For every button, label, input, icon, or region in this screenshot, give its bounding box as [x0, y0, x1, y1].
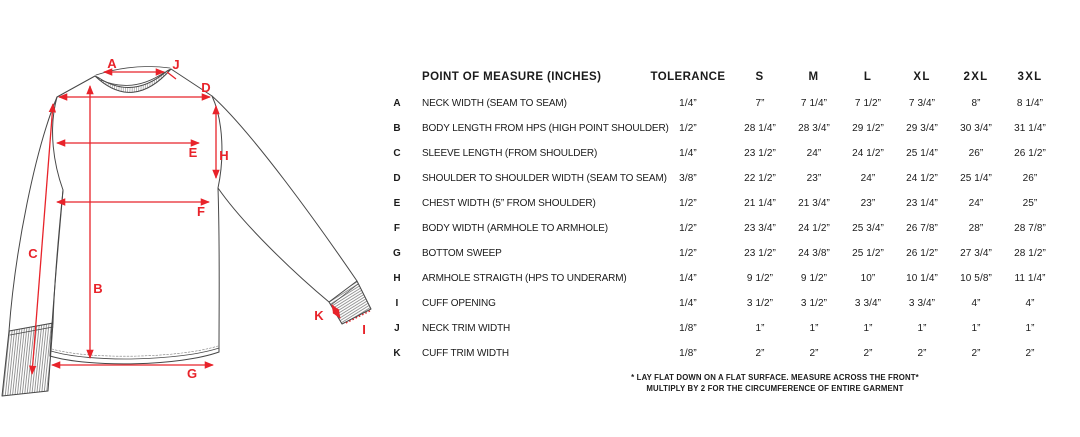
table-header-row — [386, 66, 1057, 88]
row-value-s: 23 1/2” — [744, 148, 776, 159]
row-letter: A — [393, 98, 401, 109]
row-value-2xl: 26” — [968, 148, 984, 159]
row-value-xl: 7 3/4” — [908, 98, 936, 109]
row-value-2xl: 25 1/4” — [960, 173, 992, 184]
row-value-2xl: 30 3/4” — [960, 123, 992, 134]
row-value-3xl: 8 1/4” — [1016, 98, 1044, 109]
row-value-3xl: 4” — [1025, 298, 1035, 309]
measure-label-a: A — [107, 56, 117, 71]
measurement-labels — [28, 56, 366, 381]
row-value-s: 1” — [755, 323, 765, 334]
row-value-3xl: 28 1/2” — [1014, 248, 1046, 259]
row-value-2xl: 4” — [971, 298, 981, 309]
row-value-m: 2” — [809, 348, 819, 359]
cuff-left — [2, 323, 53, 396]
footnote-line-2: MULTIPLY BY 2 FOR THE CIRCUMFERENCE OF ENTIRE GARMENT — [646, 384, 904, 393]
measurement-row — [386, 191, 1057, 216]
row-value-s: 9 1/2” — [746, 273, 774, 284]
row-value-3xl: 26” — [1022, 173, 1038, 184]
row-tolerance: 1/2” — [679, 248, 697, 259]
row-value-2xl: 2” — [971, 348, 981, 359]
row-value-xl: 3 3/4” — [908, 298, 936, 309]
header-tolerance: TOLERANCE — [650, 71, 726, 83]
measure-label-h: H — [219, 148, 229, 163]
row-value-xl: 10 1/4” — [906, 273, 938, 284]
row-value-2xl: 8” — [971, 98, 981, 109]
row-tolerance: 1/8” — [679, 323, 697, 334]
size-chart-table — [386, 66, 1057, 366]
row-letter: J — [394, 323, 400, 334]
body-left-edge — [50, 190, 63, 356]
garment-measurement-diagram — [0, 0, 390, 437]
measurement-row — [386, 341, 1057, 366]
row-measure-name: CUFF TRIM WIDTH — [422, 348, 509, 359]
row-measure-name: BOTTOM SWEEP — [422, 248, 502, 259]
row-value-s: 7” — [755, 98, 765, 109]
row-measure-name: SHOULDER TO SHOULDER WIDTH (SEAM TO SEAM) — [422, 173, 667, 184]
row-value-xl: 29 3/4” — [906, 123, 938, 134]
row-tolerance: 1/2” — [679, 198, 697, 209]
measurement-row — [386, 316, 1057, 341]
sleeve-right-lower — [218, 188, 329, 302]
row-value-l: 1” — [863, 323, 873, 334]
row-letter: H — [393, 273, 401, 284]
row-measure-name: CUFF OPENING — [422, 298, 496, 309]
row-measure-name: NECK WIDTH (SEAM TO SEAM) — [422, 98, 567, 109]
row-value-3xl: 2” — [1025, 348, 1035, 359]
row-value-xl: 1” — [917, 323, 927, 334]
row-tolerance: 1/2” — [679, 123, 697, 134]
sleeve-left-outer — [9, 97, 57, 331]
row-value-xl: 26 7/8” — [906, 223, 938, 234]
row-value-3xl: 31 1/4” — [1014, 123, 1046, 134]
measurement-row — [386, 291, 1057, 316]
row-value-xl: 2” — [917, 348, 927, 359]
row-value-xl: 25 1/4” — [906, 148, 938, 159]
row-value-2xl: 10 5/8” — [960, 273, 992, 284]
header-size-s: S — [755, 71, 765, 83]
row-value-2xl: 24” — [968, 198, 984, 209]
row-tolerance: 1/2” — [679, 223, 697, 234]
footnote-line-1: * LAY FLAT DOWN ON A FLAT SURFACE. MEASURE ACROSS THE FRONT* — [631, 373, 919, 382]
row-tolerance: 1/4” — [679, 148, 697, 159]
row-value-l: 25 1/2” — [852, 248, 884, 259]
row-value-xl: 23 1/4” — [906, 198, 938, 209]
row-value-3xl: 26 1/2” — [1014, 148, 1046, 159]
measure-line-j — [167, 72, 176, 79]
row-value-l: 7 1/2” — [854, 98, 882, 109]
row-value-l: 3 3/4” — [854, 298, 882, 309]
measure-label-f: F — [197, 204, 205, 219]
measurement-row — [386, 266, 1057, 291]
row-letter: F — [393, 223, 401, 234]
row-tolerance: 1/4” — [679, 98, 697, 109]
header-size-l: L — [863, 71, 873, 83]
measurement-row — [386, 91, 1057, 116]
cuff-right — [329, 281, 371, 324]
measure-label-c: C — [28, 246, 38, 261]
row-measure-name: BODY LENGTH FROM HPS (HIGH POINT SHOULDER) — [422, 123, 669, 134]
row-value-l: 23” — [860, 198, 876, 209]
measurement-row — [386, 216, 1057, 241]
row-value-s: 2” — [755, 348, 765, 359]
measure-label-d: D — [201, 80, 211, 95]
row-value-l: 29 1/2” — [852, 123, 884, 134]
row-value-s: 3 1/2” — [746, 298, 774, 309]
row-tolerance: 1/4” — [679, 298, 697, 309]
row-value-m: 7 1/4” — [800, 98, 828, 109]
header-size-2xl: 2XL — [963, 71, 989, 83]
row-value-l: 25 3/4” — [852, 223, 884, 234]
row-value-s: 28 1/4” — [744, 123, 776, 134]
row-value-xl: 26 1/2” — [906, 248, 938, 259]
row-letter: I — [395, 298, 399, 309]
row-measure-name: BODY WIDTH (ARMHOLE TO ARMHOLE) — [422, 223, 608, 234]
header-size-3xl: 3XL — [1017, 71, 1043, 83]
row-value-s: 22 1/2” — [744, 173, 776, 184]
row-tolerance: 3/8” — [679, 173, 697, 184]
row-value-3xl: 11 1/4” — [1014, 273, 1046, 284]
row-measure-name: SLEEVE LENGTH (FROM SHOULDER) — [422, 148, 598, 159]
measurement-row — [386, 241, 1057, 266]
row-measure-name: CHEST WIDTH (5” FROM SHOULDER) — [422, 198, 596, 209]
row-value-3xl: 28 7/8” — [1014, 223, 1046, 234]
measurement-row — [386, 166, 1057, 191]
armhole-seam-right — [212, 96, 222, 188]
row-tolerance: 1/8” — [679, 348, 697, 359]
header-point-of-measure: POINT OF MEASURE (INCHES) — [422, 71, 602, 83]
measure-label-g: G — [186, 366, 198, 381]
row-value-l: 24” — [860, 173, 876, 184]
row-value-m: 28 3/4” — [798, 123, 830, 134]
row-letter: K — [393, 348, 401, 359]
hem-stitch — [52, 346, 218, 356]
row-value-3xl: 1” — [1025, 323, 1035, 334]
row-value-m: 21 3/4” — [798, 198, 830, 209]
header-size-m: M — [808, 71, 820, 83]
measure-label-i: I — [362, 322, 366, 337]
row-value-l: 24 1/2” — [852, 148, 884, 159]
shoulder-seam-left — [57, 76, 95, 97]
row-value-m: 1” — [809, 323, 819, 334]
row-letter: B — [393, 123, 401, 134]
table-body — [386, 91, 1057, 366]
row-value-2xl: 27 3/4” — [960, 248, 992, 259]
row-value-m: 23” — [806, 173, 822, 184]
row-letter: D — [393, 173, 401, 184]
hem-inner — [51, 348, 219, 359]
measurement-row — [386, 116, 1057, 141]
row-measure-name: ARMHOLE STRAIGTH (HPS TO UNDERARM) — [422, 273, 627, 284]
row-value-2xl: 28” — [968, 223, 984, 234]
row-letter: E — [393, 198, 401, 209]
row-value-xl: 24 1/2” — [906, 173, 938, 184]
sleeve-right-upper — [212, 96, 357, 281]
measure-label-k: K — [314, 308, 324, 323]
measure-label-e: E — [188, 145, 198, 160]
row-tolerance: 1/4” — [679, 273, 697, 284]
row-value-s: 23 1/2” — [744, 248, 776, 259]
row-measure-name: NECK TRIM WIDTH — [422, 323, 511, 334]
row-value-m: 24 1/2” — [798, 223, 830, 234]
row-value-m: 3 1/2” — [800, 298, 828, 309]
row-letter: G — [393, 248, 401, 259]
row-value-m: 24 3/8” — [798, 248, 830, 259]
header-size-xl: XL — [913, 71, 931, 83]
row-value-l: 2” — [863, 348, 873, 359]
row-value-2xl: 1” — [971, 323, 981, 334]
row-value-m: 24” — [806, 148, 822, 159]
measurement-row — [386, 141, 1057, 166]
measure-label-b: B — [93, 281, 103, 296]
row-letter: C — [393, 148, 401, 159]
measure-label-j: J — [172, 57, 180, 72]
row-value-l: 10” — [860, 273, 876, 284]
measurement-lines — [32, 72, 370, 374]
body-right-edge — [218, 188, 219, 352]
shirt-outline — [2, 67, 371, 396]
measurement-footnote — [540, 372, 1010, 394]
row-value-s: 21 1/4” — [744, 198, 776, 209]
row-value-m: 9 1/2” — [800, 273, 828, 284]
row-value-s: 23 3/4” — [744, 223, 776, 234]
row-value-3xl: 25” — [1022, 198, 1038, 209]
